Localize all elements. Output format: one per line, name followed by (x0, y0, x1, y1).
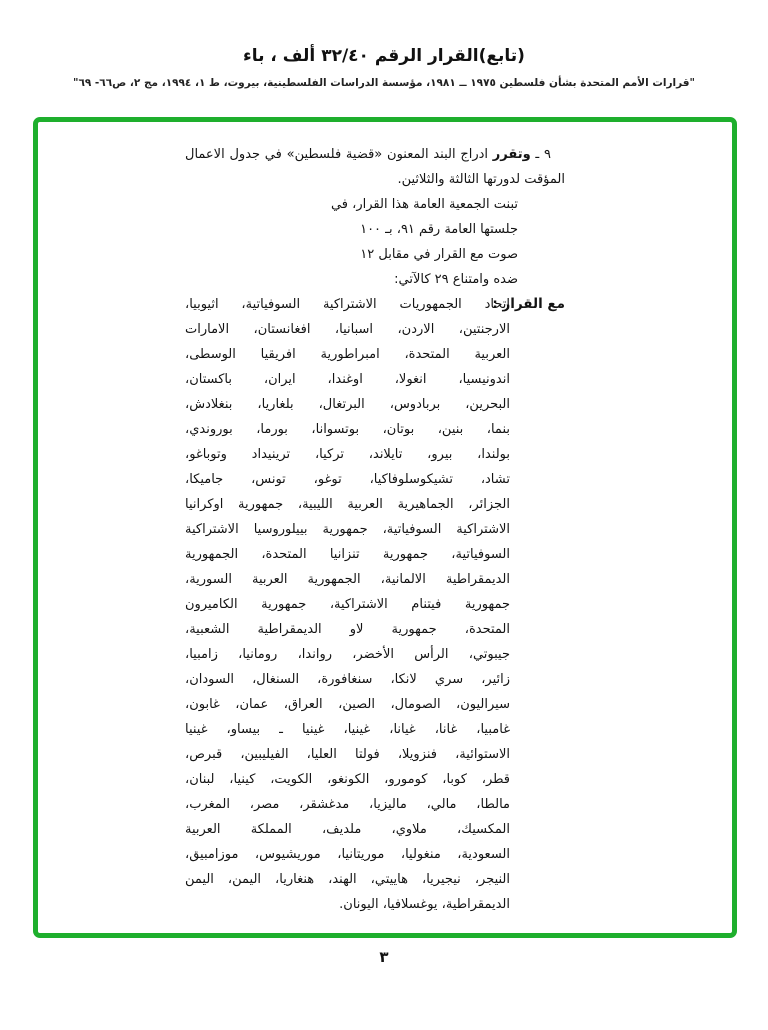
country-list-line: الجزائر، الجماهيرية العربية الليبية، جمهورية اوكرانيا (185, 497, 510, 512)
clause-line-1-text: ادراج البند المعنون «قضية فلسطين» في جدول الاعمال (185, 147, 493, 162)
page-number: ٣ (379, 948, 389, 966)
country-list-line: الاستوائية، فنزويلا، فولتا العليا، الفيليبين، قبرص، (185, 747, 510, 762)
country-list-line: غامبيا، غانا، غيانا، غينيا، غينيا ـ بيساو، غينيا (185, 722, 510, 737)
clause-number: ٩ ـ (530, 147, 551, 162)
country-list-line: قطر، كوبا، كومورو، الكونغو، الكويت، كينيا، لبنان، (185, 772, 510, 787)
country-list-line: البحرين، بربادوس، البرتغال، بلغاريا، بنغلادش، (185, 397, 510, 412)
country-list (185, 292, 510, 917)
resolution-body-text (185, 142, 565, 917)
country-list-line: تشاد، تشيكوسلوفاكيا، توغو، تونس، جاميكا، (185, 472, 510, 487)
country-list-line: بنما، بنين، بوتان، بوتسوانا، بورما، بوروندي، (185, 422, 510, 437)
country-list-line: الاشتراكية السوفياتية، جمهورية بييلوروسيا الاشتراكية (185, 522, 510, 537)
country-list-line: جيبوتي، الرأس الأخضر، رواندا، رومانيا، زامبيا، (185, 647, 510, 662)
page-header (0, 46, 768, 89)
country-list-line: سيراليون، الصومال، الصين، العراق، عمان، غابون، (185, 697, 510, 712)
country-list-line: بولندا، بيرو، تايلاند، تركيا، ترينيداد وتوباغو، (185, 447, 510, 462)
country-list-line: السوفياتية، جمهورية تنزانيا المتحدة، الجمهورية (185, 547, 510, 562)
country-list-line: الديمقراطية الالمانية، الجمهورية العربية السورية، (185, 572, 510, 587)
adoption-paragraph (313, 192, 518, 292)
source-citation-line: "قرارات الأمم المتحدة بشأن فلسطين ١٩٧٥ ــ ١٩٨١، مؤسسة الدراسات الفلسطينية، بيروت، ط ١، ١٩٩٤، مج ٢، ص٦٦- ٦٩" (72, 77, 696, 89)
country-list-line: الديمقراطية، يوغسلافيا، اليونان. (339, 897, 510, 912)
adoption-line: تبنت الجمعية العامة هذا القرار، في (330, 197, 518, 212)
clause-line-1 (185, 142, 565, 167)
adoption-line: صوت مع القرار في مقابل ١٢ (360, 247, 518, 262)
country-list-line: زائير، سري لانكا، سنغافورة، السنغال، السودان، (185, 672, 510, 687)
adoption-line: ضده وامتناع ٢٩ كالآتي: (394, 272, 518, 287)
country-list-line: اتحاد الجمهوريات الاشتراكية السوفياتية، اثيوبيا، (185, 297, 510, 312)
country-list-line: اندونيسيا، انغولا، اوغندا، ايران، باكستان، (185, 372, 510, 387)
country-list-line: العربية المتحدة، امبراطورية افريقيا الوسطى، (185, 347, 510, 362)
country-list-line: السعودية، منغوليا، موريتانيا، موريشيوس، موزامبيق، (185, 847, 510, 862)
vote-in-favour-label: مع القرار : (492, 296, 565, 312)
clause-line-2: المؤقت لدورتها الثالثة والثلاثين. (397, 172, 565, 187)
vote-section (185, 292, 565, 917)
country-list-line: جمهورية فيتنام الاشتراكية، جمهورية الكاميرون (185, 597, 510, 612)
country-list-line: الارجنتين، الاردن، اسبانيا، افغانستان، الامارات (185, 322, 510, 337)
country-list-line: المكسيك، ملاوي، ملديف، المملكة العربية (185, 822, 510, 837)
country-list-line: النيجر، نيجيريا، هاييتي، الهند، هنغاريا، اليمن، اليمن (185, 872, 510, 887)
clause-verb-bold: وتقرر (492, 147, 531, 162)
adoption-line: جلستها العامة رقم ٩١، بـ ١٠٠ (360, 222, 518, 237)
country-list-line: المتحدة، جمهورية لاو الديمقراطية الشعبية، (185, 622, 510, 637)
clause-paragraph (185, 142, 565, 192)
resolution-title: (تابع)القرار الرقم ٣٢/٤٠ ألف ، باء (243, 46, 525, 66)
country-list-line: مالطا، مالي، ماليزيا، مدغشقر، مصر، المغرب، (185, 797, 510, 812)
